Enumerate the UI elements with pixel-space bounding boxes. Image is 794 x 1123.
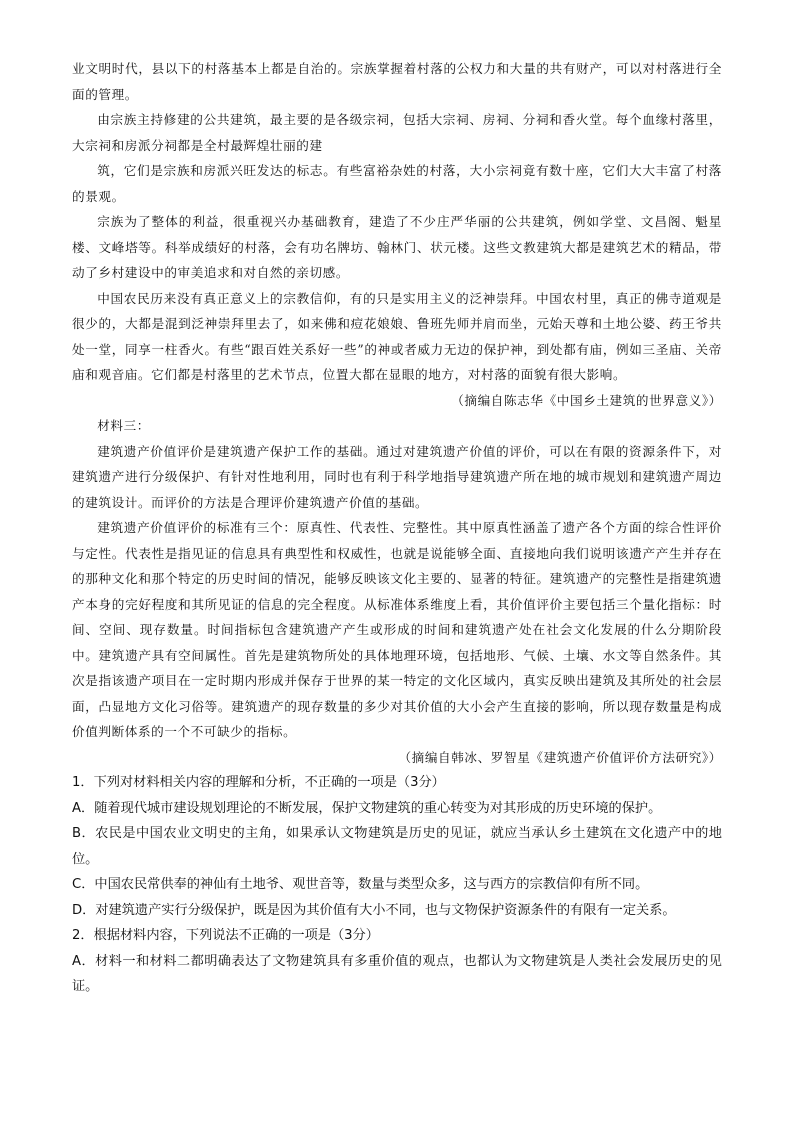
paragraph: 建筑遗产价值评价的标准有三个：原真性、代表性、完整性。其中原真性涵盖了遗产各个方面的综合性评价与定性。代表性是指见证的信息具有典型性和权威性，也就是说能够全面、直接地向我们说明该遗产产生并存在的那种文化和那个特定的历史时间的情况，能够反映该文化主要的、显著的特征。建筑遗产的完整性是指建筑遗产本身的完好程度和其所见证的信息的完全程度。从标准体系维度上看，其价值评价主要包括三个量化指标：时间、空间、现存数量。时间指标包含建筑遗产产生或形成的时间和建筑遗产处在社会文化发展的什么分期阶段中。建筑遗产具有空间属性。首先是建筑物所处的具体地理环境，包括地形、气候、土壤、水文等自然条件。其次是指该遗产项目在一定时期内形成并保存于世界的某一特定的文化区域内，真实反映出建筑及其所处的社会层面，凸显地方文化习俗等。建筑遗产的现存数量的多少对其价值的大小会产生直接的影响，所以现存数量是构成价值判断体系的一个不可缺少的指标。 bbox=[72, 520, 722, 739]
question-stem: 2．根据材料内容，下列说法不正确的一项是（3分） bbox=[72, 928, 379, 943]
questions-section bbox=[72, 770, 722, 1000]
question-stem: 1．下列对材料相关内容的理解和分析，不正确的一项是（3分） bbox=[72, 775, 445, 790]
paragraph: 建筑遗产价值评价是建筑遗产保护工作的基础。通过对建筑遗产价值的评价，可以在有限的资源条件下，对建筑遗产进行分级保护、有针对性地利用，同时也有利于科学地指导建筑遗产所在地的城市规划和建筑遗产周边的建筑设计。而评价的方法是合理评价建筑遗产价值的基础。 bbox=[72, 443, 722, 510]
paragraph: 宗族为了整体的利益，很重视兴办基础教育，建造了不少庄严华丽的公共建筑，例如学堂、文昌阁、魁星楼、文峰塔等。科举成绩好的村落，会有功名牌坊、翰林门、状元楼。这些文教建筑大都是建筑艺术的精品，带动了乡村建设中的审美追求和对自然的亲切感。 bbox=[72, 214, 722, 280]
section-heading: 材料三： bbox=[97, 418, 150, 433]
answer-option: D．对建筑遗产实行分级保护，既是因为其价值有大小不同，也与文物保护资源条件的有限有一定关系。 bbox=[72, 902, 676, 918]
paragraph: 筑，它们是宗族和房派兴旺发达的标志。有些富裕杂姓的村落，大小宗祠竟有数十座，它们大大丰富了村落的景观。 bbox=[72, 163, 722, 204]
material-two-section bbox=[72, 56, 722, 413]
paragraph: 中国农民历来没有真正意义上的宗教信仰，有的只是实用主义的泛神崇拜。中国农村里，真正的佛寺道观是很少的，大都是混到泛神崇拜里去了，如来佛和痘花娘娘、鲁班先师并肩而坐，元始天尊和土地公婆、药王爷共处一堂，同享一柱香火。有些“跟百姓关系好一些”的神或者威力无边的保护神，到处都有庙，例如三圣庙、关帝庙和观音庙。它们都是村落里的艺术节点，位置大都在显眼的地方，对村落的面貌有很大影响。 bbox=[72, 290, 722, 382]
material-three-section bbox=[72, 413, 722, 770]
paragraph: 由宗族主持修建的公共建筑，最主要的是各级宗祠，包括大宗祠、房祠、分祠和香火堂。每个血缘村落里，大宗祠和房派分祠都是全村最辉煌壮丽的建 bbox=[72, 112, 722, 153]
paragraph: 业文明时代，县以下的村落基本上都是自治的。宗族掌握着村落的公权力和大量的共有财产，可以对村落进行全面的管理。 bbox=[72, 61, 722, 102]
source-citation: （摘编自韩冰、罗智星《建筑遗产价值评价方法研究》） bbox=[398, 749, 722, 765]
source-citation: （摘编自陈志华《中国乡土建筑的世界意义》） bbox=[451, 392, 722, 408]
answer-option: B．农民是中国农业文明史的主角，如果承认文物建筑是历史的见证，就应当承认乡土建筑在文化遗产中的地位。 bbox=[72, 826, 722, 867]
answer-option: A．材料一和材料二都明确表达了文物建筑具有多重价值的观点，也都认为文物建筑是人类社会发展历史的见证。 bbox=[72, 953, 722, 994]
document-page bbox=[72, 56, 722, 1000]
answer-option: A．随着现代城市建设规划理论的不断发展，保护文物建筑的重心转变为对其形成的历史环境的保护。 bbox=[72, 800, 662, 816]
answer-option: C．中国农民常供奉的神仙有土地爷、观世音等，数量与类型众多，这与西方的宗教信仰有所不同。 bbox=[72, 877, 649, 892]
